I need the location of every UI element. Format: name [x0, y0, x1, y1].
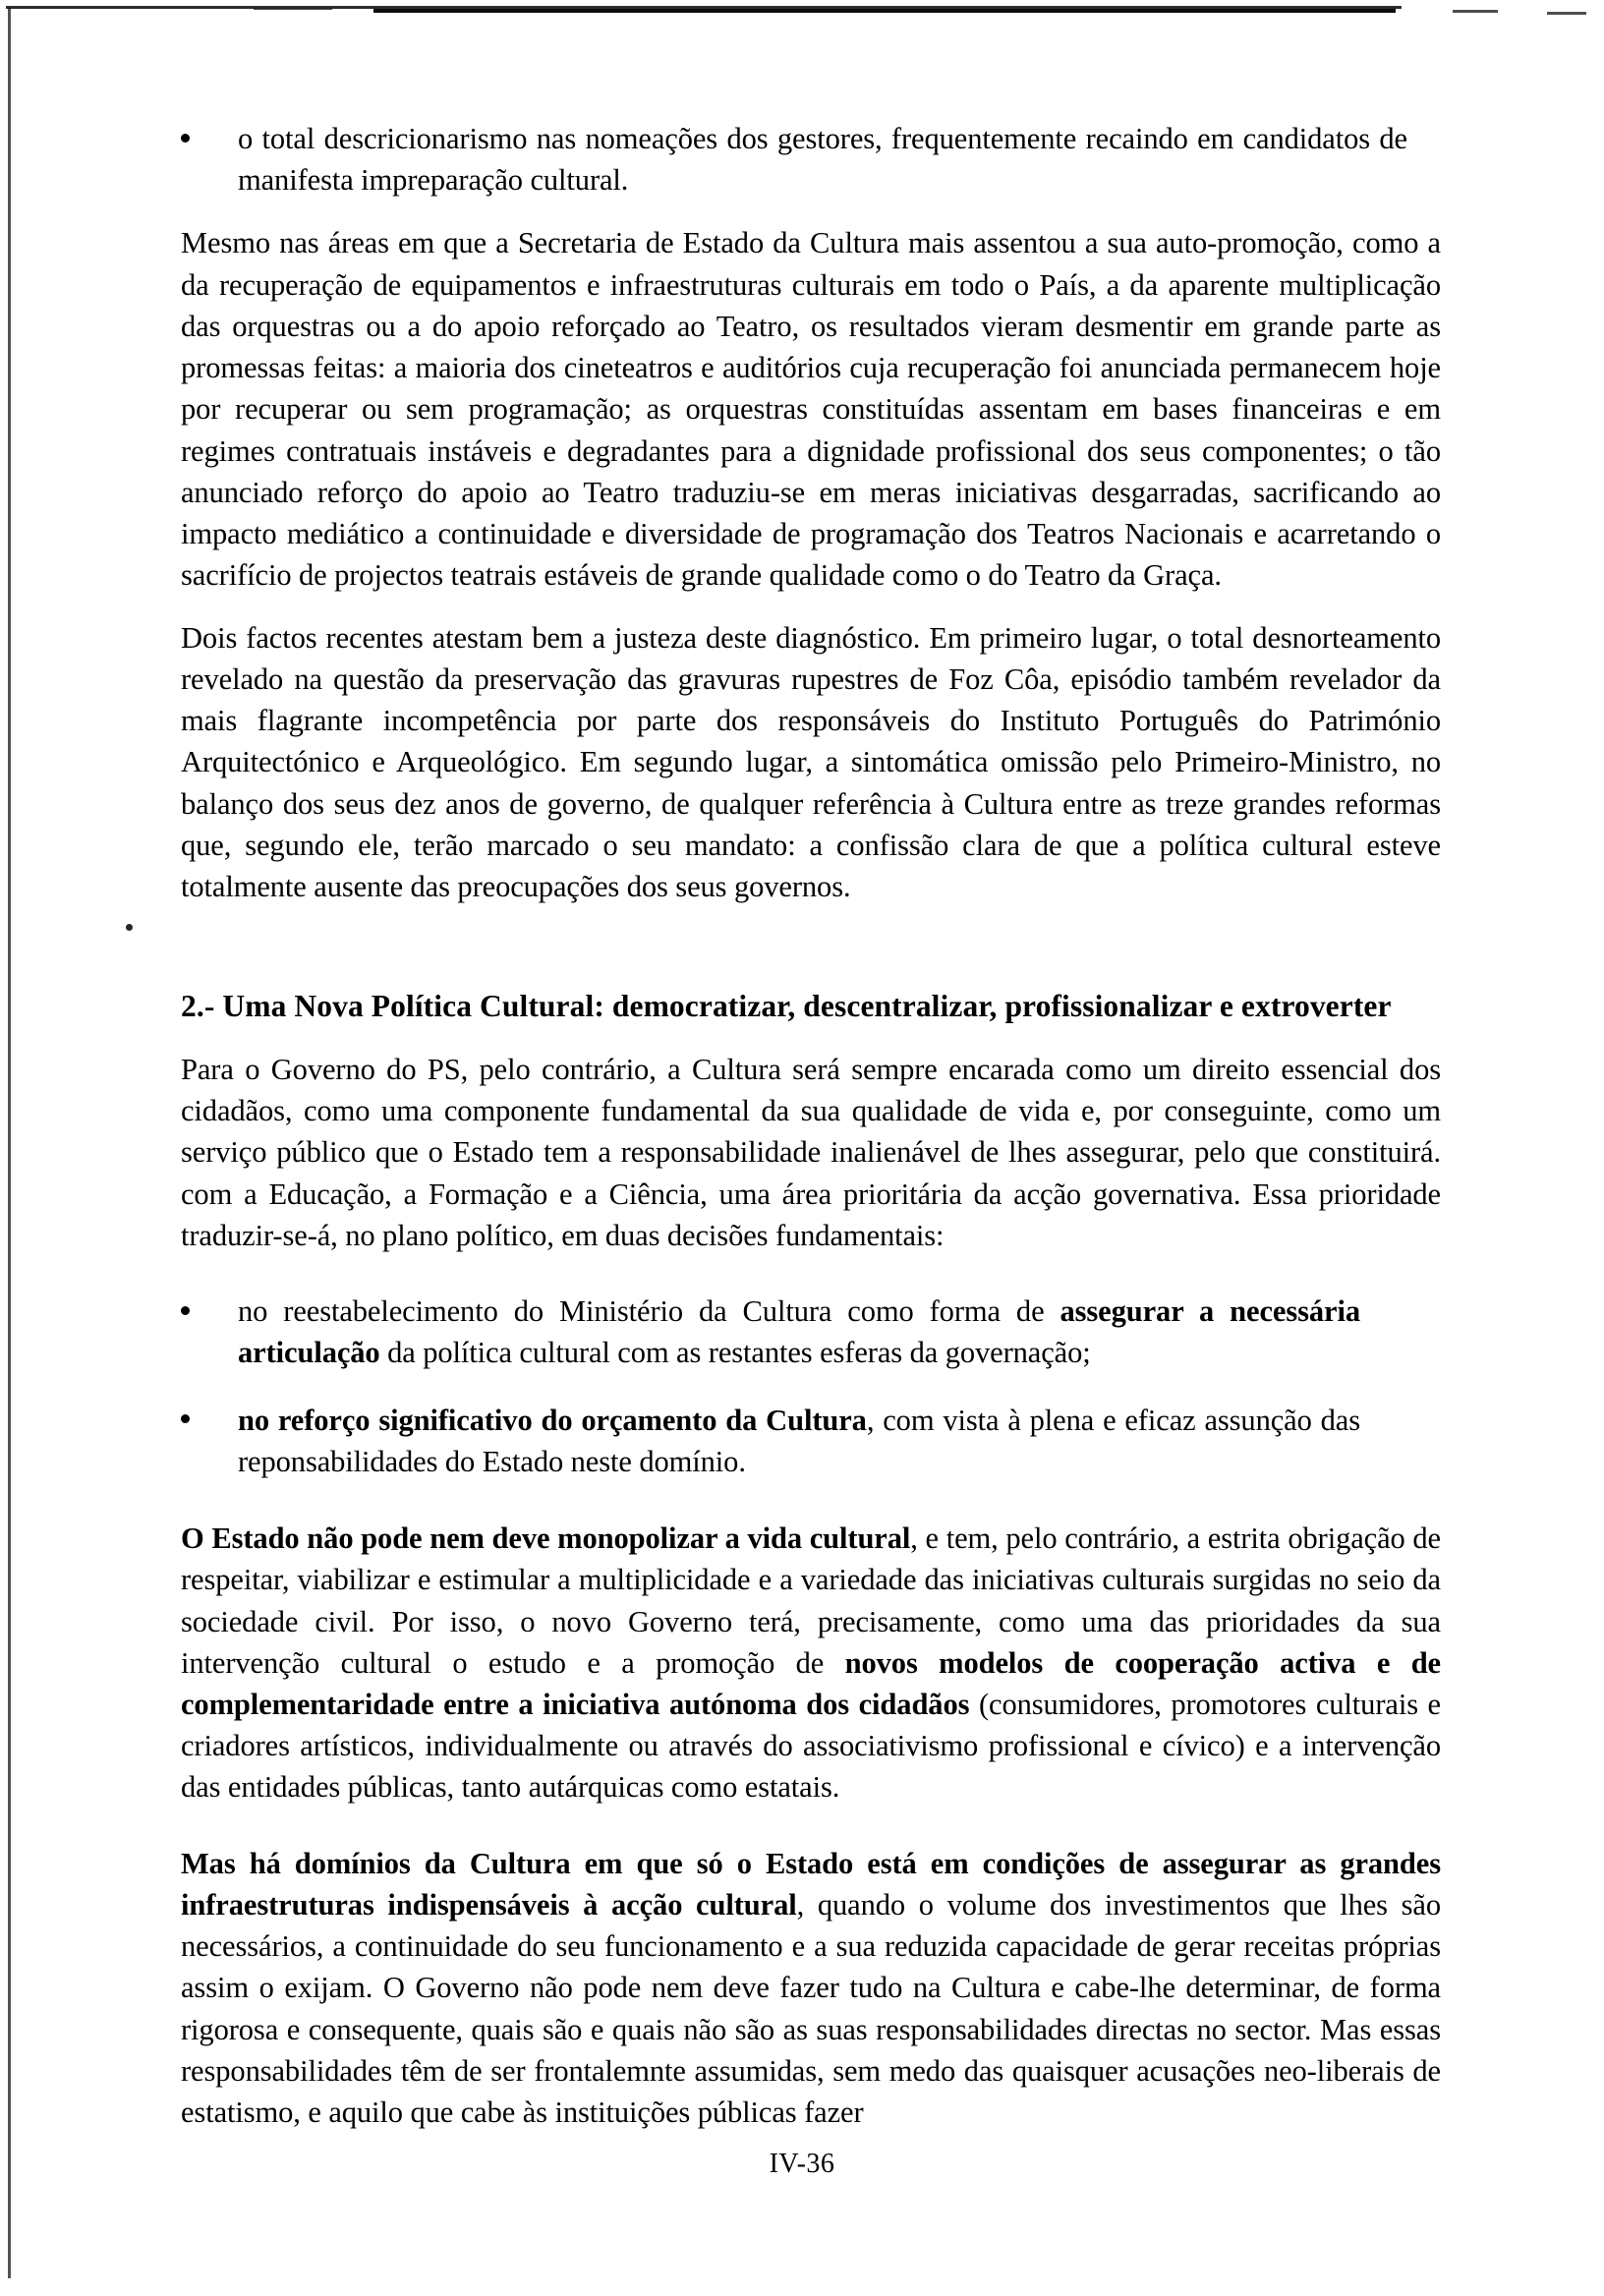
mas-ha-bold-lead: Mas há domínios da Cultura em que só o Estado está em condições de assegurar as grandes infraestruturas indispensáveis à acção cultural [181, 1846, 1441, 1922]
bullet-dot-icon [181, 134, 190, 143]
paragraph-mesmo-nas-areas: Mesmo nas áreas em que a Secretaria de Estado da Cultura mais assentou a sua auto-promoção, como a da recuperação de equipamentos e infraestruturas culturais em todo o País, a da aparente multiplicação das orquestras ou a do apoio reforçado ao Teatro, os resultados vieram desmentir em grande parte as promessas feitas: a maioria dos cineteatros e auditórios cuja recuperação foi anunciada permanecem hoje por recuperar ou sem programação; as orquestras constituídas assentam em bases financeiras e em regimes contratuais instáveis e degradantes para a dignidade profissional dos seus componentes; o tão anunciado reforço do apoio ao Teatro traduziu-se em meras iniciativas desgarradas, sacrificando ao impacto mediático a continuidade e diversidade de programação dos Teatros Nacionais e acarretando o sacrifício de projectos teatrais estáveis de grande qualidade como o do Teatro da Graça. [181, 226, 1441, 593]
paragraph-para-o-governo: Para o Governo do PS, pelo contrário, a Cultura será sempre encarada como um direito essencial dos cidadãos, como uma componente fundamental da sua qualidade de vida e, por conseguinte, como um serviço público que o Estado tem a responsabilidade inalienável de lhes assegurar, pelo que constituirá. com a Educação, a Formação e a Ciência, uma área prioritária da acção governativa. Essa prioridade traduzir-se-á, no plano político, em duas decisões fundamentais: [181, 1052, 1441, 1252]
bullet-list-decisions [181, 1291, 1360, 1482]
stray-ink-dot-icon [126, 924, 133, 931]
bullet-2-tail: , com vista à plena e eficaz assunção das reponsabilidades do Estado neste domínio. [238, 1403, 1360, 1478]
page-content [181, 118, 1441, 2133]
bullet-1-lead: no reestabelecimento do Ministério da Cultura como forma de [238, 1294, 1060, 1329]
paragraph-o-estado [181, 1518, 1441, 1808]
scan-speck-icon [1547, 12, 1586, 15]
vertical-spacer [181, 1277, 1441, 1291]
page-number: IV-36 [769, 2149, 835, 2179]
vertical-spacer [181, 928, 1441, 985]
bullet-1-text [238, 1291, 1360, 1373]
bullet-dot-icon [181, 1414, 190, 1423]
scan-speck-icon [1453, 10, 1498, 13]
vertical-spacer [181, 1829, 1441, 1843]
paragraph-mas-ha-dominios [181, 1843, 1441, 2134]
bullet-2-text [238, 1400, 1360, 1482]
o-estado-bold-mid: novos modelos de cooperação activa e de complementaridade entre a iniciativa autónoma dos cidadãos [181, 1645, 1441, 1721]
o-estado-bold-lead: O Estado não pode nem deve monopolizar a vida cultural [181, 1521, 911, 1556]
bullet-list-top [181, 118, 1407, 201]
mas-ha-tail: , quando o volume dos investimentos que lhes são necessários, a continuidade do seu funcionamento e a sua reduzida capacidade de gerar receitas próprias assim o exijam. O Governo não pode nem deve fazer tudo na Cultura e cabe-lhe determinar, de forma rigorosa e consequente, quais são e quais não são as suas responsabilidades directas no sector. Mas essas responsabilidades têm de ser frontalemnte assumidas, sem medo das quaisquer acusações neo-liberais de estatismo, e aquilo que cabe às instituições públicas fazer [181, 1887, 1441, 2130]
bullet-1-tail: da política cultural com as restantes esferas da governação; [379, 1336, 1091, 1370]
scan-edge-left-artifact [8, 8, 11, 2278]
list-item [181, 1291, 1360, 1373]
bullet-1-bold: assegurar a necessária articulação [238, 1294, 1361, 1370]
paragraph-dois-factos: Dois factos recentes atestam bem a justeza deste diagnóstico. Em primeiro lugar, o total desnorteamento revelado na questão da preservação das gravuras rupestres de Foz Côa, episódio também revelador da mais flagrante incompetência por parte dos responsáveis do Instituto Português do Património Arquitectónico e Arqueológico. Em segundo lugar, a sintomática omissão pelo Primeiro-Ministro, no balanço dos seus dez anos de governo, de qualquer referência à Cultura entre as treze grandes reformas que, segundo ele, terão marcado o seu mandato: a confissão clara de que a política cultural esteve totalmente ausente das preocupações dos seus governos. [181, 620, 1441, 903]
bullet-top-text: o total descricionarismo nas nomeações dos gestores, frequentemente recaindo em candidatos de manifesta impreparação cultural. [238, 122, 1407, 198]
list-item [181, 1400, 1360, 1482]
list-item [181, 118, 1407, 201]
o-estado-mid: , e tem, pelo contrário, a estrita obrigação de respeitar, viabilizar e estimular a multiplicidade e a variedade das iniciativas culturais surgidas no seio da sociedade civil. Por isso, o novo Governo terá, precisamente, como uma das prioridades da sua intervenção cultural o estudo e a promoção de [181, 1521, 1441, 1680]
scan-edge-top-dark-artifact [373, 9, 1396, 13]
bullet-dot-icon [181, 1306, 190, 1315]
o-estado-tail: (consumidores, promotores culturais e criadores artísticos, individualmente ou através do associativismo profissional e cívico) e a intervenção das entidades públicas, tanto autárquicas como estatais. [181, 1687, 1441, 1805]
scan-speck-icon [254, 8, 332, 10]
bullet-2-bold: no reforço significativo do orçamento da Cultura [238, 1403, 867, 1437]
page-footer [0, 2149, 1604, 2180]
vertical-spacer [181, 1504, 1441, 1518]
section-heading-2: 2.- Uma Nova Política Cultural: democratizar, descentralizar, profissionalizar e extroverter [181, 989, 1392, 1024]
